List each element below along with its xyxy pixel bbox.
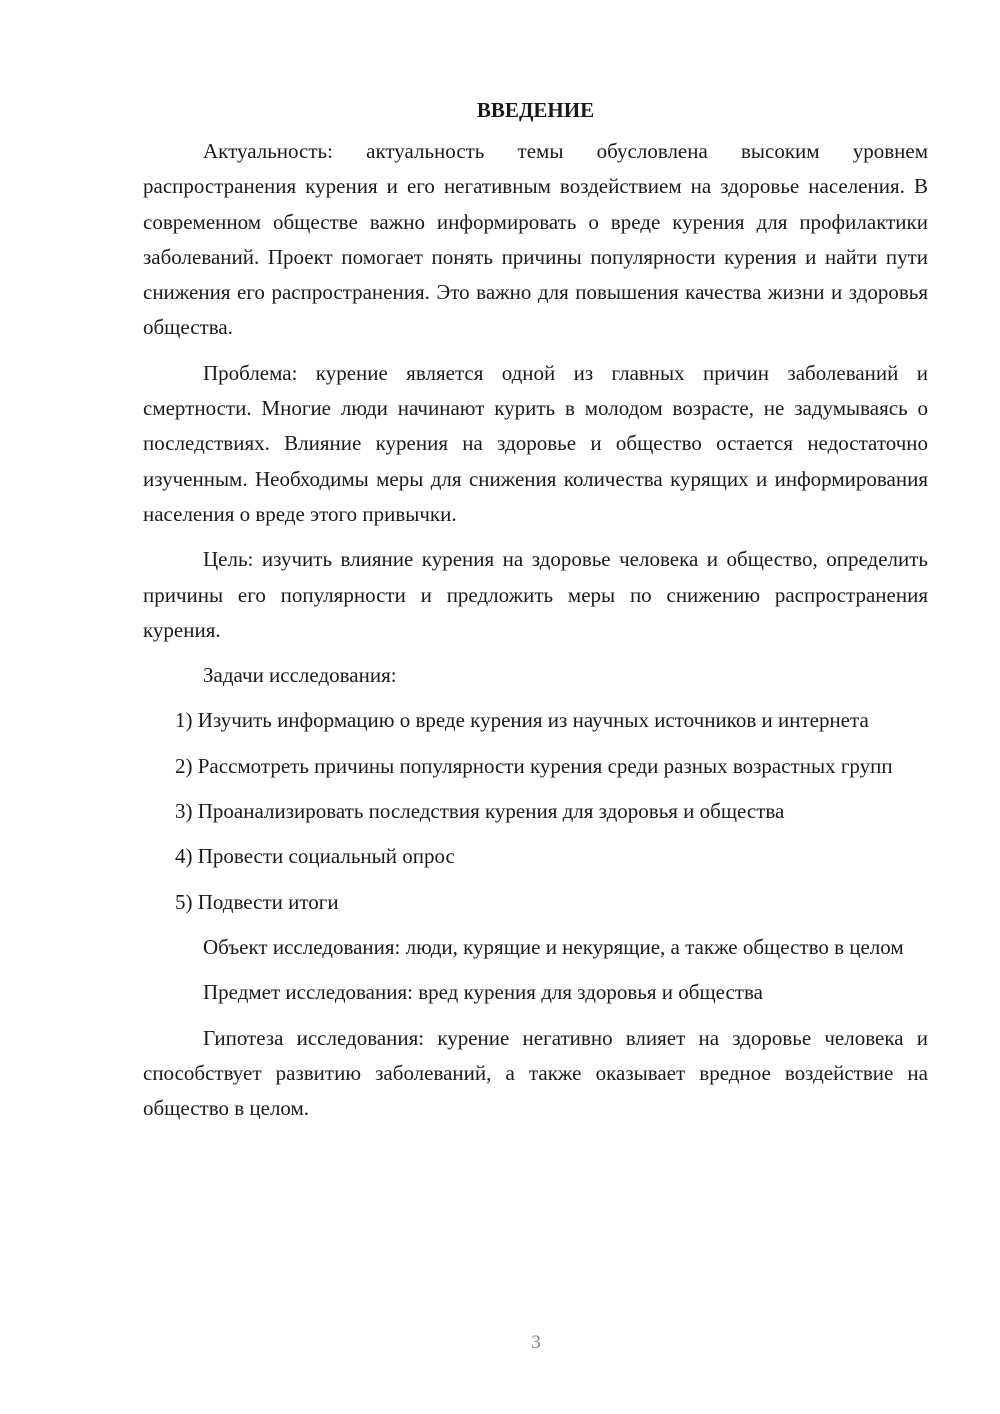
task-item-3: 3) Проанализировать последствия курения для здоровья и общества [175,799,785,824]
tasks-heading: Задачи исследования: [203,663,397,688]
document-page [143,96,928,1136]
problem-paragraph: Проблема: курение является одной из главных причин заболеваний и смертности. Многие люди начинают курить в молодом возрасте, не задумываясь о последствиях. Влияние курения на здоровье и общество остается недостаточно изученным. Необходимы меры для снижения количества курящих и информирования населения о вреде этого привычки. [143,360,928,526]
relevance-paragraph: Актуальность: актуальность темы обусловлена высоким уровнем распространения курения и его негативным воздействием на здоровье населения. В современном обществе важно информировать о вреде курения для профилактики заболеваний. Проект помогает понять причины популярности курения и найти пути снижения его распространения. Это важно для повышения качества жизни и здоровья общества. [143,139,928,340]
goal-paragraph: Цель: изучить влияние курения на здоровье человека и общество, определить причины его популярности и предложить меры по снижению распространения курения. [143,547,928,642]
task-item-4: 4) Провести социальный опрос [175,844,455,869]
document-title: ВВЕДЕНИЕ [476,98,595,122]
object-paragraph: Объект исследования: люди, курящие и некурящие, а также общество в целом [203,934,904,959]
subject-paragraph: Предмет исследования: вред курения для здоровья и общества [203,980,763,1005]
task-item-2: 2) Рассмотреть причины популярности курения среди разных возрастных групп [175,753,893,778]
task-item-5: 5) Подвести итоги [175,889,339,914]
hypothesis-paragraph: Гипотеза исследования: курение негативно влияет на здоровье человека и способствует развитию заболеваний, а также оказывает вредное воздействие на общество в целом. [143,1025,928,1121]
page-number: 3 [531,1332,541,1353]
task-item-1: 1) Изучить информацию о вреде курения из научных источников и интернета [175,708,869,733]
